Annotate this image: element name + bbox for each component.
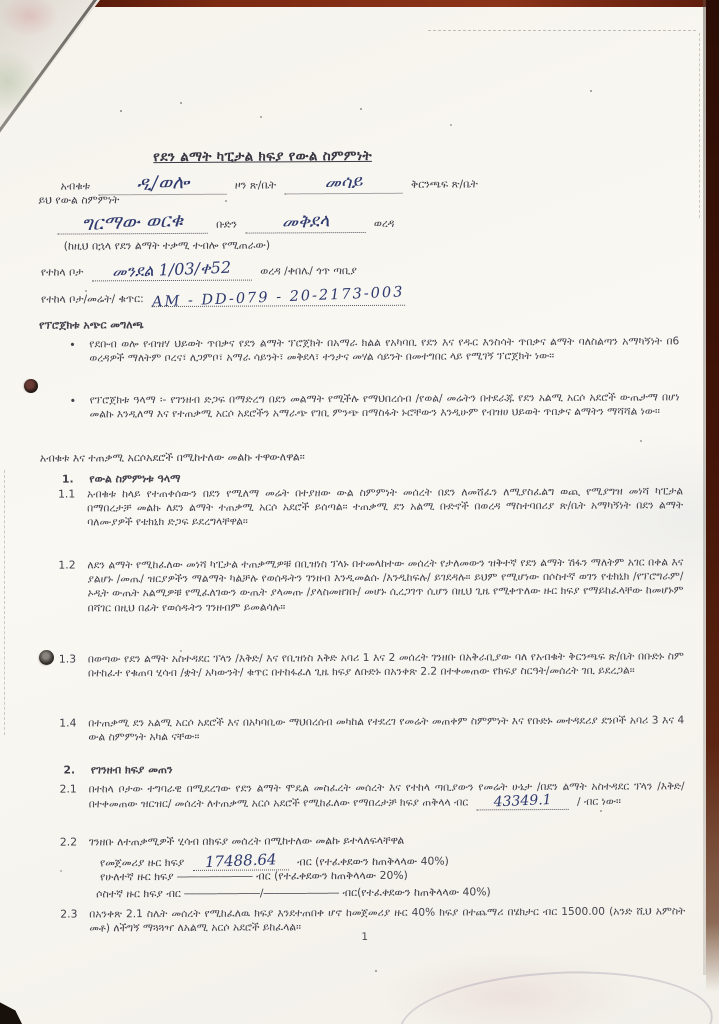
branch-label: ቅርንጫፍ ጽ/ቤት [410,177,478,191]
project-bullet-2: የፕሮጀክቱ ዓላማ ፡- የገንዘብ ድጋፍ በማድረግ በደን መልማት የሚችሉ የማህበረሰብ /የወል/ መሬትን በተደራጁ የደን አልሚ አርሶ አደሮች ውጤታማ በሆነ መልኩ እንዲለማ እና የተጠቃሚ አርሶ አደሮችን አማራጭ የገቢ ምንጭ በማስፋት ኑሮቸውን እንዲሁም የብዝሀ ህይወት ጥበቃና ልማትን ማሻሻል ነው። [89,391,680,421]
bullet-icon: • [69,394,77,408]
clause-2-2-intro: ገንዘቡ ለተጠቃሚዎች ሂሳብ በክፍያ መሰረት በሚከተለው መልኩ ይተላለፍላቸዋል [88,833,405,849]
clause-2-1-text: በተከላ ቦታው ተግባራዊ በሚደረገው የደን ልማት ሞዴል መስፈረት መሰረት እና የተከላ ጣቢያውን የመሬት ሁኔታ /በደን ልማት አስተዳደር ፕላን /እቅድ/ በተቀመጠው ዝርዝር/ መሰረት ለተጠቃሚ አርሶ አደሮች የሚከፈለው የማበረታቻ ክፍያ ጠቅላላ ብር [88,780,685,811]
site-handwritten: መንደል 1/03/ቀ52 [111,257,232,282]
hole-punch-top [24,379,38,393]
woreda-blank [245,211,365,234]
zone-handwritten-value: ዲ/ወሎ [135,170,190,196]
office-label: አብቁቱ [60,179,90,193]
plot-label: የተከላ ቦታ/መሬት/ ቁጥር: [40,292,144,306]
hereafter-note: (ከዚህ በኋላ የደን ልማት ተቃሚ ተብሎ የሚጠራው) [63,238,271,253]
scanner-edge-right [706,0,719,992]
section-1-heading [62,472,181,487]
project-heading: የፕሮጀክቱ አጭር መግለጫ [39,318,144,332]
round-2-payment-line: የሁለተኛ ዙር ክፍያ ――――――― ብር (የተፈቀደውን ከጠቅላላው 20%) [100,868,408,884]
clause-number: 2.2 [59,835,78,849]
plot-blank [151,284,405,311]
header-line-office [60,170,478,195]
total-amount-blank [477,794,569,811]
round-1-blank [193,851,289,871]
section-1-title: የውል ስምምነቱ ዓላማ [89,471,181,486]
woreda-label: ወረዳ [373,216,395,230]
section-2-title: የገንዘብ ክፍያ መጠን [90,762,173,777]
branch-blank [284,172,402,195]
clause-2-1 [89,779,685,813]
zone-label: ዞን ጽ/ቤት [234,178,277,192]
document-title: የደን ልማት ካፒታል ክፍያ የውል ስምምነት [153,147,372,166]
scanner-edge-top [0,0,719,7]
clause-2-3: በአንቀጽ 2.1 ስሌት መሰረት የሚከፈለዉ ክፍያ እንደተጠበቀ ሆኖ ከመጀመሪያ ዙር 40% ክፍያ በተጨማሪ በሄክታር ብር 1500.00 (አንድ ሺህ አምስት መቶ) ለችግኝ ማጓጓዣ ለአልሚ አርሶ አደሮች ይከፈላል። [89,905,686,935]
site-blank [92,257,252,282]
clause-number: 2.3 [60,907,78,921]
bullet-icon: • [69,338,76,352]
header-line-group [53,210,395,235]
zone-blank [98,172,226,196]
clause-number: 1.1 [58,487,76,501]
page-number: 1 [361,930,369,944]
section-2-heading [63,763,172,778]
clause-number: 2.1 [59,782,77,796]
clause-1-1: አብቁቱ ከላይ የተጠቀሰውን በደን የሚለማ መሬት በተያዘው ውል ስምምነት መሰረት በደን ለመሸፈን ለሚያስፈልግ ወጪ የሚያግዝ መነሻ ካፒታል በማበረታቻ መልኩ ለደን ልማት ተጠቃሚ አርሶ አደሮች ይሰጣል። ተጠቃሚ ደን አልሚ ቡድኖች በወረዳ ማስተባበሪያ ጽ/ቤት አማካኝነት በደን ልማት ባለሙያዎች የቴክኒክ ድጋፍ ይደረግላቸዋል። [87,485,684,529]
hole-punch-bottom [39,650,54,665]
round-1-suffix: ብር (የተፈቀደውን ከጠቅላላው 40%) [297,854,449,869]
clause-1-3: በወጣው የደን ልማት አስተዳደር ፕላን /እቅድ/ እና የቢዝነስ እቅድ አባሪ 1 እና 2 መሰረት ገንዘቡ በአቅራቢያው ባለ የአብቁት ቅርንጫፍ ጽ/ቤት በቡድኑ ስም በተከፈተ የቁጠባ ሂሳብ /ቋት/ አካውንት/ ቁጥር በተከፋፈለ ጊዜ ክፍያ ለቡድኑ በአንቀጽ 2.2 በተቀመጠው የክፍያ ስርዓት/መሰረት ገቢ ይደረጋል። [87,650,684,680]
site-suffix: ወረዳ /ቀበሌ/ ጎጥ ጣቢያ [260,264,357,278]
section-1-number: 1. [61,472,74,486]
header-line-plot [40,284,410,311]
group-name-blank [58,211,208,235]
project-bullet-1: የደቡብ ወሎ የብዝሃ ህይወት ጥበቃና የደን ልማት ፕሮጀክት በአማራ ክልል የአካባቢ የደን እና የዱር እንስሳት ጥበቃና ልማት ባለስልጣን አማካኝነት በ6 ወረዳዎች ማለትም ቦረና፣ ለጋምቦ፣ አማራ ሳይንት፣ መቅደላ፣ ተንታና መሃል ሳይንት በመተግበር ላይ የሚገኝ ፕሮጀክት ነው። [89,335,680,365]
woreda-handwritten: መቅደላ [281,210,330,234]
round-1-amount-handwritten: 17488.64 [204,850,277,872]
header-line-site [41,259,357,282]
round-3-payment-line: ሶስተኛ ዙር ክፍያ ብር ―――――――/――――――― ብር(የተፈቀደውን ከጠቅላላው 40%) [96,885,491,901]
section-2-number: 2. [63,763,76,777]
clause-1-4: በተጠቃሚ ደን አልሚ አርሶ አደሮች እና በአካባቢው ማህበረሰብ መካከል የተደረገ የመሬት መጠቀም ስምምነት እና የቡድኑ መተዳደሪያ ደንቦች አባሪ 3 እና 4 ውል ስምምነት አካል ናቸው። [88,714,685,744]
site-label: የተከላ ቦታ [40,265,84,279]
agreement-intro-line: ይህ የውል ስምምነት [38,193,120,207]
clause-number: 1.4 [59,716,77,730]
clause-number: 1.2 [58,558,76,572]
round-1-label: የመጀመሪያ ዙር ክፍያ [99,855,185,870]
clause-number: 1.3 [58,652,77,666]
clause-2-1-suffix: / ብር ነው። [576,795,621,809]
branch-handwritten-value: መሳይ [324,171,363,194]
parties-agreement-line: አብቁቱ እና ተጠቃሚ አርሶአደሮች በሚከተለው መልኩ ተዋውለዋል። [39,450,305,465]
group-name-handwritten: ግርማው ወርቁ [81,209,184,236]
group-label: ቡድን [216,217,238,231]
total-amount-handwritten: 43349.1 [493,792,552,811]
plot-number-handwritten: AM - DD-079 - 20-2173-003 [151,284,405,311]
clause-1-2: ለደን ልማት የሚከፈለው መነሻ ካፒታል ተጠቃሚዎቹ በቢዝነስ ፕላኑ በተመላከተው መሰረት የታለመውን ዝቅተኛ የደን ልማት ሽፋን ማለትም አገር በቀል እና ያልሆኑ /መጤ/ ዝርያዎችን ማልማት ካልቻሉ የወሰዱትን ገንዘብ እንዲመልሱ /እንዲከፍሉ/ ይገደዳሉ። ይህም የሚሆነው በሶስተኛ ወገን የቴክኒክ /የፕሮግራም/ኦዲት ውጤት አልሚዎቹ የሚፈለገውን ውጤት ያላመጡ /ያላስመዘገቡ/ መሆኑ ሲረጋገጥ ሲሆን በዚህ ጊዜ የሚቀጥለው ዙር ክፍያ የማይከፈላቸው ከመሆኑም በሻገር በዚህ በፊት የወሰዱትን ገንዘብም ይመልሳሉ። [87,556,684,615]
